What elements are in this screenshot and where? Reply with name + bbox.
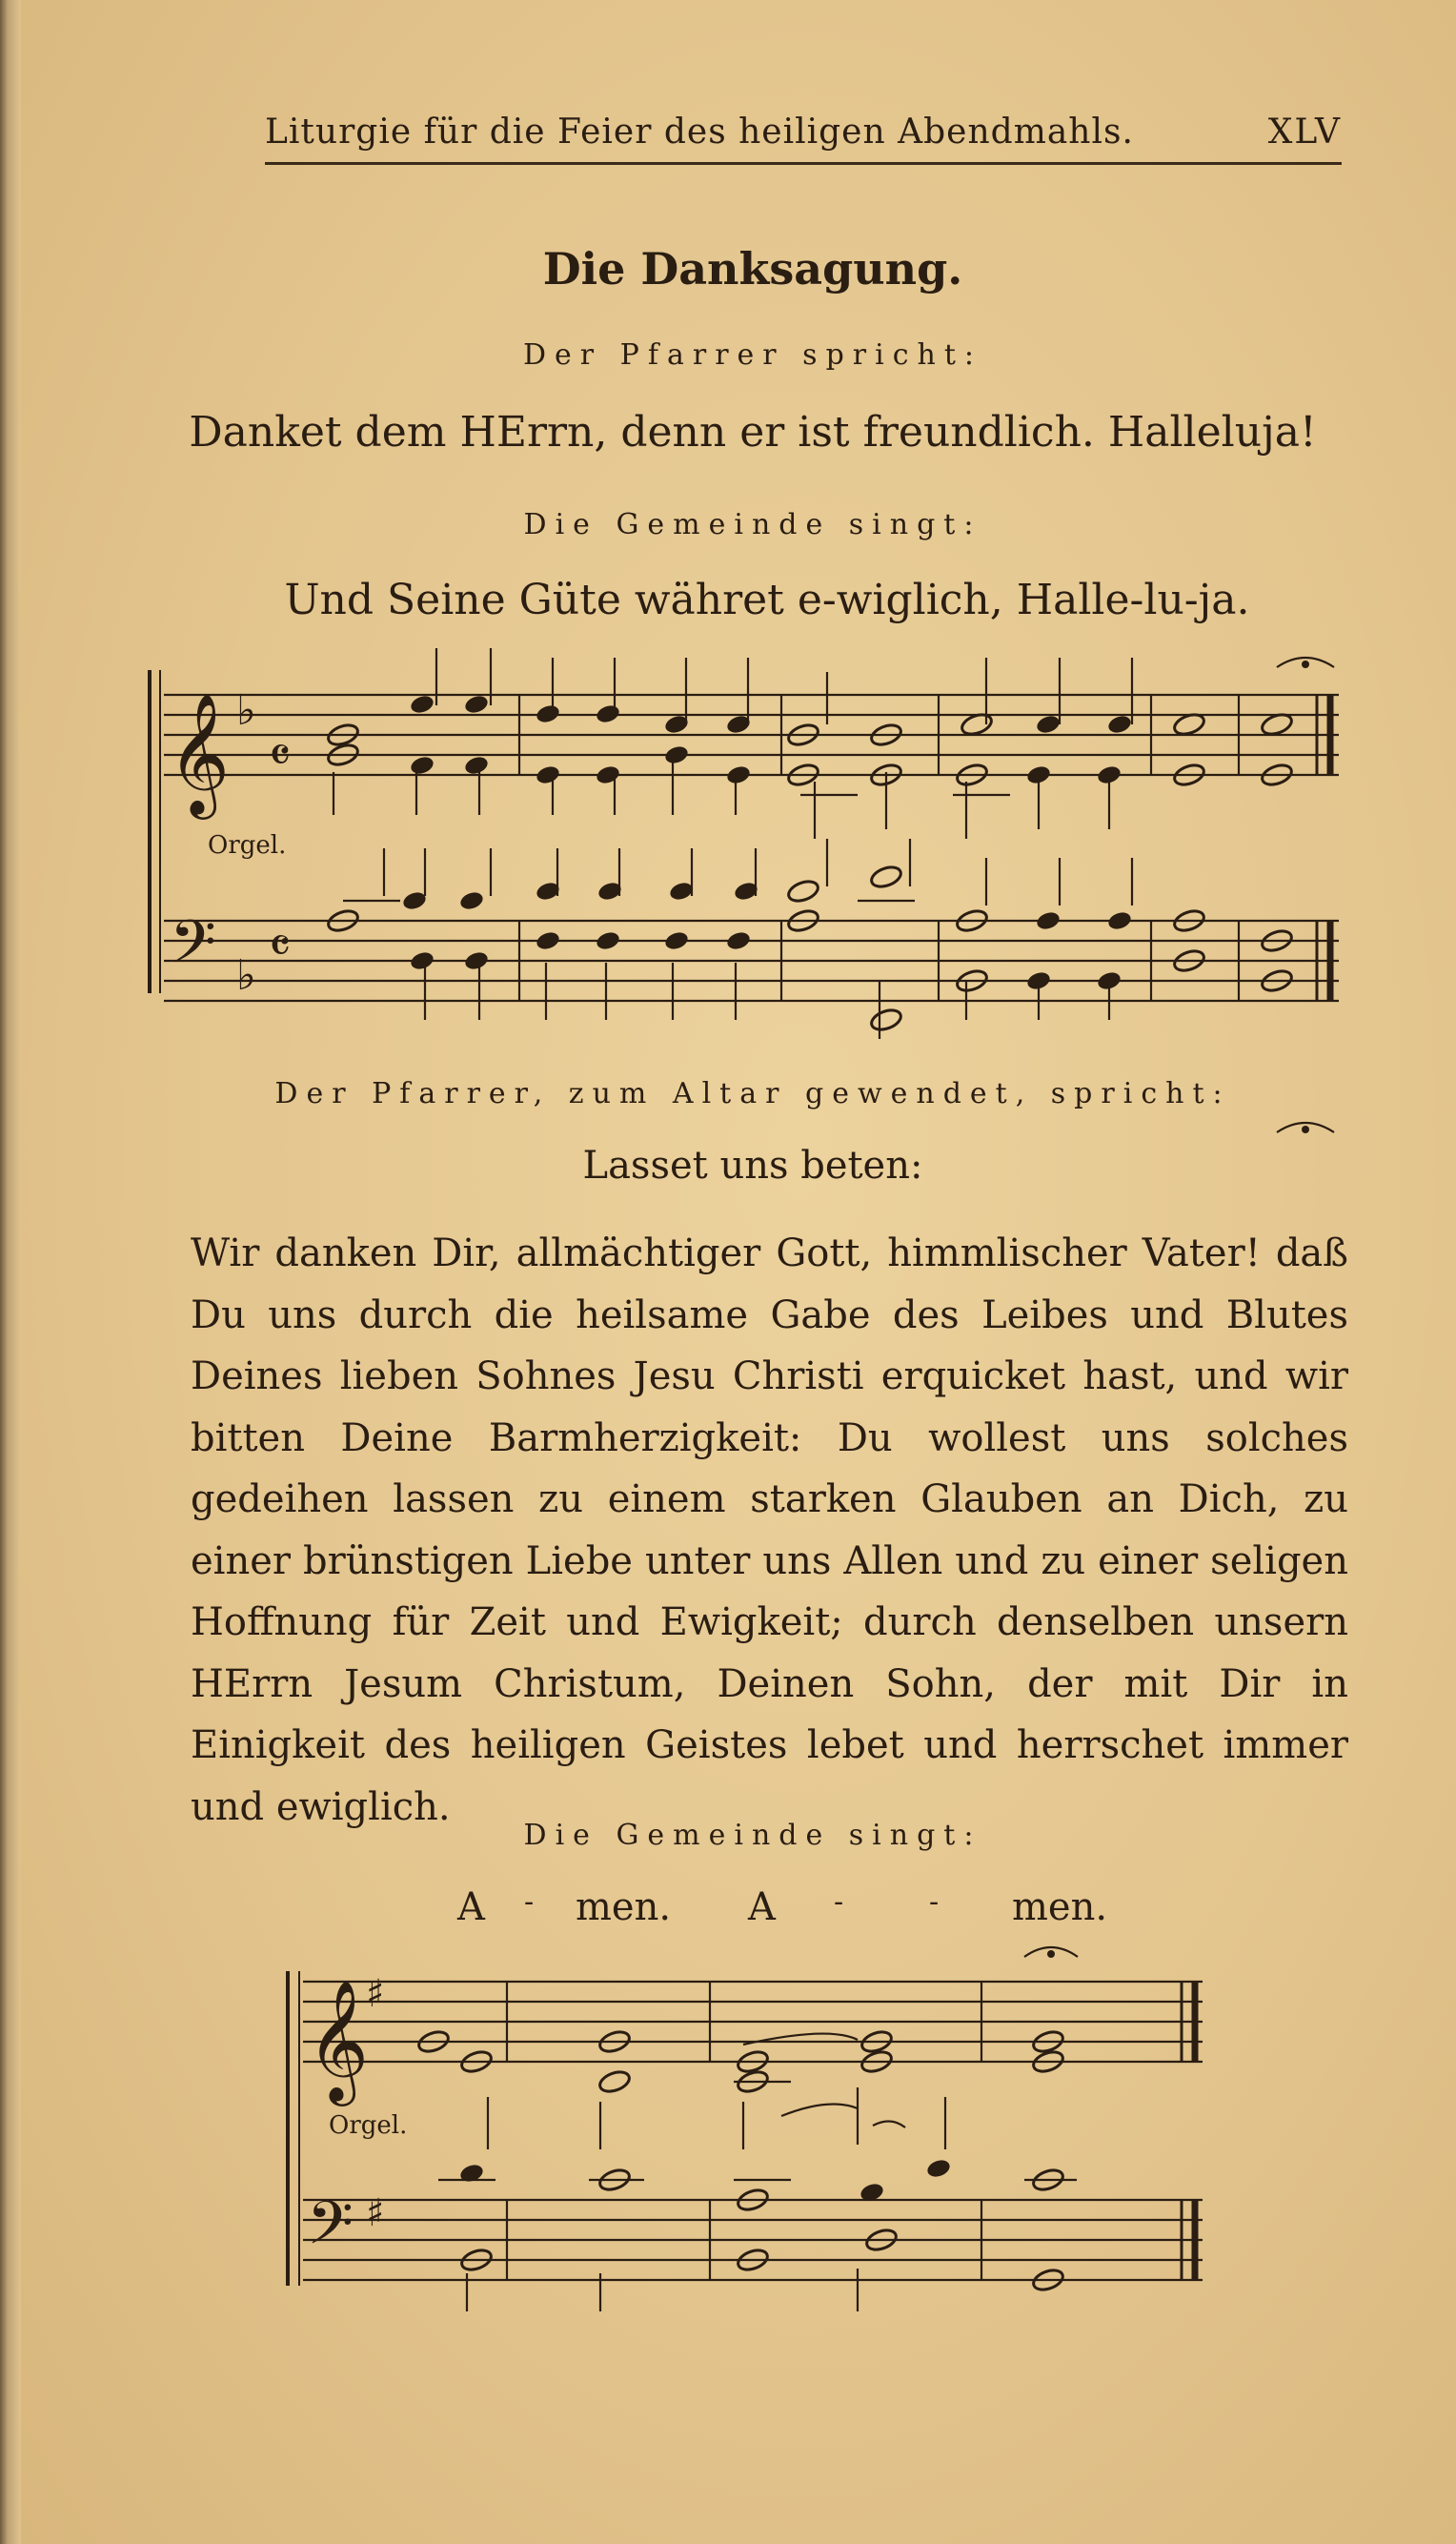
amen-hyphen: - (834, 1885, 844, 1919)
svg-text:♭: ♭ (236, 951, 256, 1000)
svg-text:𝄞: 𝄞 (307, 1979, 370, 2101)
svg-text:𝄢: 𝄢 (170, 906, 216, 991)
section-title: Die Danksagung. (542, 243, 963, 295)
svg-text:𝄴: 𝄴 (269, 727, 292, 784)
rubric-congregation-sings-amen: Die Gemeinde singt: (523, 1819, 982, 1852)
post-communion-collect: Wir danken Dir, allmächtiger Gott, himmlischer Vater! daß Du uns durch die heilsame Gabe des Leibes und Blutes Deines lieben Sohnes Jesu Christi erquicket hast, und wir bitten Deine Barmherzigkeit: Du wollest uns solches gedeihen lassen zu einem starken Glauben an Dich, zu einer brünstigen Liebe unter uns Allen und zu einer seligen Hoffnung für Zeit und Ewigkeit; durch denselben unsern HErrn Jesum Christum, Deinen Sohn, der mit Dir in Einigkeit des heiligen Geistes lebet und herrschet immer und ewiglich. (191, 1231, 1348, 1829)
amen-syllable: A (748, 1885, 776, 1929)
rubric-pastor-altar: Der Pfarrer, zum Altar gewendet, spricht: (274, 1077, 1231, 1110)
rubric-congregation-sings: Die Gemeinde singt: (523, 508, 982, 541)
svg-text:♯: ♯ (366, 2191, 385, 2235)
svg-text:𝄞: 𝄞 (168, 692, 231, 814)
response-lyric: Und Seine Güte währet e-wiglich, Halle-lu-ja. (284, 576, 1250, 624)
amen-hyphen: - (524, 1885, 535, 1919)
page-number: XLV (1267, 112, 1342, 152)
svg-text:♯: ♯ (366, 1972, 385, 2016)
svg-text:♭: ♭ (236, 686, 256, 735)
running-title: Liturgie für die Feier des heiligen Abendmahls. (265, 112, 1134, 152)
amen-syllable: A (457, 1885, 485, 1929)
organ-label: Orgel. (208, 831, 287, 860)
rubric-pastor-speaks: Der Pfarrer spricht: (523, 338, 982, 372)
svg-text:𝄢: 𝄢 (307, 2188, 354, 2272)
amen-hyphen: - (929, 1885, 940, 1919)
svg-text:𝄴: 𝄴 (269, 918, 292, 975)
amen-syllable: men. (576, 1885, 672, 1929)
organ-label: Orgel. (329, 2111, 408, 2140)
amen-syllable: men. (1012, 1885, 1108, 1929)
invitation-to-prayer: Lasset uns beten: (582, 1144, 923, 1188)
pastor-versicle: Danket dem HErrn, denn er ist freundlich. Halleluja! (189, 408, 1317, 457)
